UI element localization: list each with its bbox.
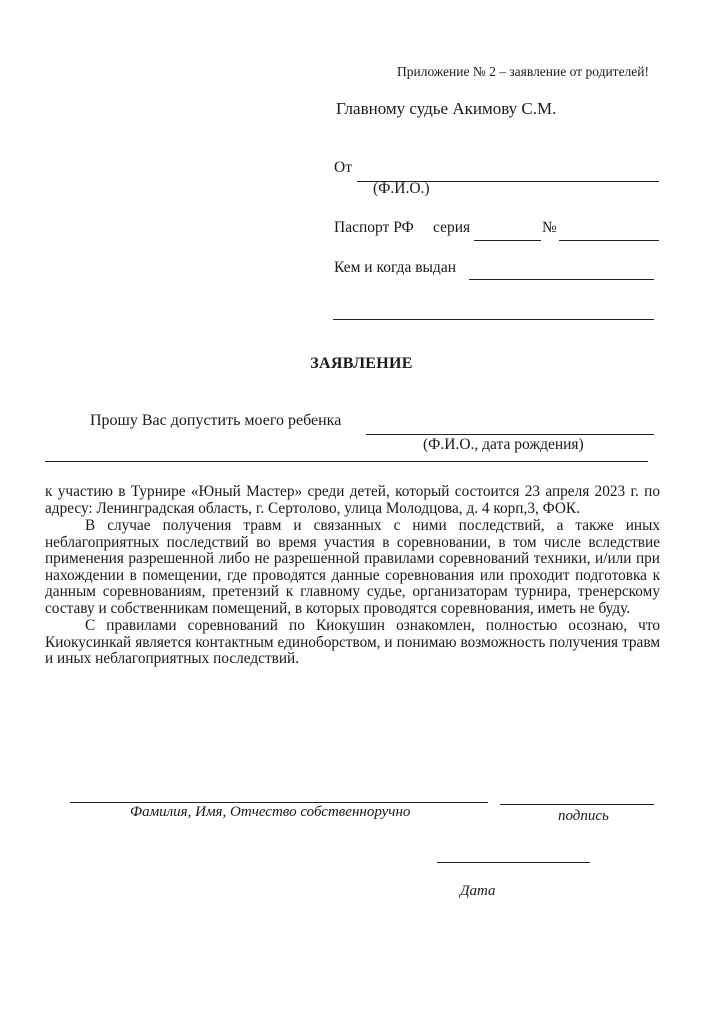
statement-body [45,484,660,668]
issued-label: Кем и когда выдан [334,259,456,276]
signature-field-line[interactable] [500,804,654,805]
number-label: № [542,219,557,236]
passport-number-field-line[interactable] [559,240,659,241]
passport-label: Паспорт РФ [334,219,414,236]
appendix-note: Приложение № 2 – заявление от родителей! [397,64,650,79]
passport-series-field-line[interactable] [474,240,541,241]
document-title: ЗАЯВЛЕНИЕ [310,355,413,372]
date-caption: Дата [460,883,496,899]
fullname-field-line[interactable] [70,802,488,803]
issued-second-field-line[interactable] [333,319,654,320]
signature-caption: подпись [558,808,609,824]
statement-paragraph: С правилами соревнований по Киокушин ознакомлен, полностью осознаю, что Киокусинкай является контактным единоборством, и понимаю возможность получения травм и иных неблагоприятных последствий. [45,617,660,667]
fio-hint: (Ф.И.О.) [373,180,430,197]
addressee-line: Главному судье Акимову С.М. [336,99,557,118]
series-label: серия [433,219,471,236]
statement-paragraph: В случае получения травм и связанных с ними последствий, а также иных неблагоприятных последствий во время участия в соревновании, в том числе вследствие применения разрешенной либо не разрешенной правилами соревнований техники, и/или при нахождении в помещении, где проводятся данные соревнования или проходит подготовка к данным соревнованиям, претензий к главному судье, организаторам турнира, тренерскому составу и собственникам помещений, в которых проводятся соревнования, иметь не буду. [45,517,660,617]
issued-field-line[interactable] [469,279,654,280]
date-field-line[interactable] [437,862,590,863]
request-text: Прошу Вас допустить моего ребенка [90,412,342,429]
child-fio-field-line[interactable] [366,434,654,435]
child-second-field-line[interactable] [45,461,648,462]
fullname-caption: Фамилия, Имя, Отчество собственноручно [130,804,411,820]
statement-paragraph: к участию в Турнире «Юный Мастер» среди детей, который состоится 23 апреля 2023 г. по адресу: Ленинградская область, г. Сертолово, улица Молодцова, д. 4 корп,3, ФОК. [45,483,660,517]
child-hint: (Ф.И.О., дата рождения) [423,436,584,453]
from-label: От [334,159,352,176]
